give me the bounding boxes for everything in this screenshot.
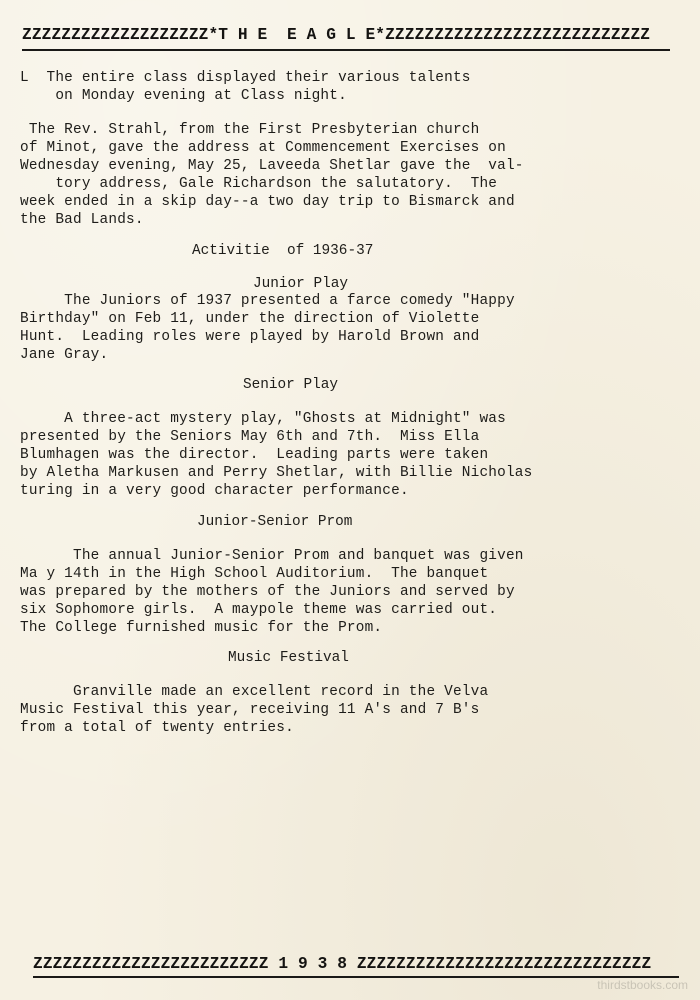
paragraph-line: Hunt. Leading roles were played by Harold Brown and: [20, 329, 480, 345]
paragraph-line: Wednesday evening, May 25, Laveeda Shetlar gave the val-: [20, 158, 524, 174]
junior-play-heading: Junior Play: [253, 276, 348, 292]
paragraph-line: turing in a very good character performance.: [20, 483, 409, 499]
paragraph-line: six Sophomore girls. A maypole theme was carried out.: [20, 602, 498, 618]
header-rule: ZZZZZZZZZZZZZZZZZZZ*T H E E A G L E*ZZZZZZZZZZZZZZZZZZZZZZZZZZZ: [22, 26, 651, 44]
activities-title: Activitie of 1936-37: [192, 243, 374, 259]
paragraph-line: week ended in a skip day--a two day trip to Bismarck and: [20, 194, 515, 210]
paragraph-line: The Rev. Strahl, from the First Presbyterian church: [20, 122, 480, 138]
paragraph-line: A three-act mystery play, "Ghosts at Midnight" was: [20, 411, 506, 427]
header-underline: [22, 49, 670, 51]
paragraph-line: The College furnished music for the Prom.: [20, 620, 383, 636]
paragraph-line: tory address, Gale Richardson the salutatory. The: [20, 176, 498, 192]
paragraph-line: The Juniors of 1937 presented a farce comedy "Happy: [20, 293, 515, 309]
paragraph-line: Music Festival this year, receiving 11 A's and 7 B's: [20, 702, 480, 718]
intro-line-1: L The entire class displayed their various talents: [20, 70, 471, 86]
prom-heading: Junior-Senior Prom: [197, 514, 353, 530]
paragraph-line: the Bad Lands.: [20, 212, 144, 228]
paragraph-line: presented by the Seniors May 6th and 7th. Miss Ella: [20, 429, 480, 445]
footer-underline: [33, 976, 679, 978]
paragraph-line: Blumhagen was the director. Leading parts were taken: [20, 447, 489, 463]
music-festival-heading: Music Festival: [228, 650, 349, 666]
paragraph-line: by Aletha Markusen and Perry Shetlar, with Billie Nicholas: [20, 465, 533, 481]
paragraph-line: Granville made an excellent record in the Velva: [20, 684, 489, 700]
paragraph-line: Jane Gray.: [20, 347, 109, 363]
senior-play-heading: Senior Play: [243, 377, 338, 393]
watermark: thirdstbooks.com: [597, 978, 688, 992]
paragraph-line: of Minot, gave the address at Commencement Exercises on: [20, 140, 506, 156]
paragraph-line: Ma y 14th in the High School Auditorium. The banquet: [20, 566, 489, 582]
paragraph-line: was prepared by the mothers of the Juniors and served by: [20, 584, 515, 600]
paragraph-line: The annual Junior-Senior Prom and banquet was given: [20, 548, 524, 564]
footer-rule: ZZZZZZZZZZZZZZZZZZZZZZZZ 1 9 3 8 ZZZZZZZZZZZZZZZZZZZZZZZZZZZZZZ: [33, 955, 652, 973]
intro-line-2: on Monday evening at Class night.: [20, 88, 347, 104]
paragraph-line: from a total of twenty entries.: [20, 720, 294, 736]
paragraph-line: Birthday" on Feb 11, under the direction of Violette: [20, 311, 480, 327]
